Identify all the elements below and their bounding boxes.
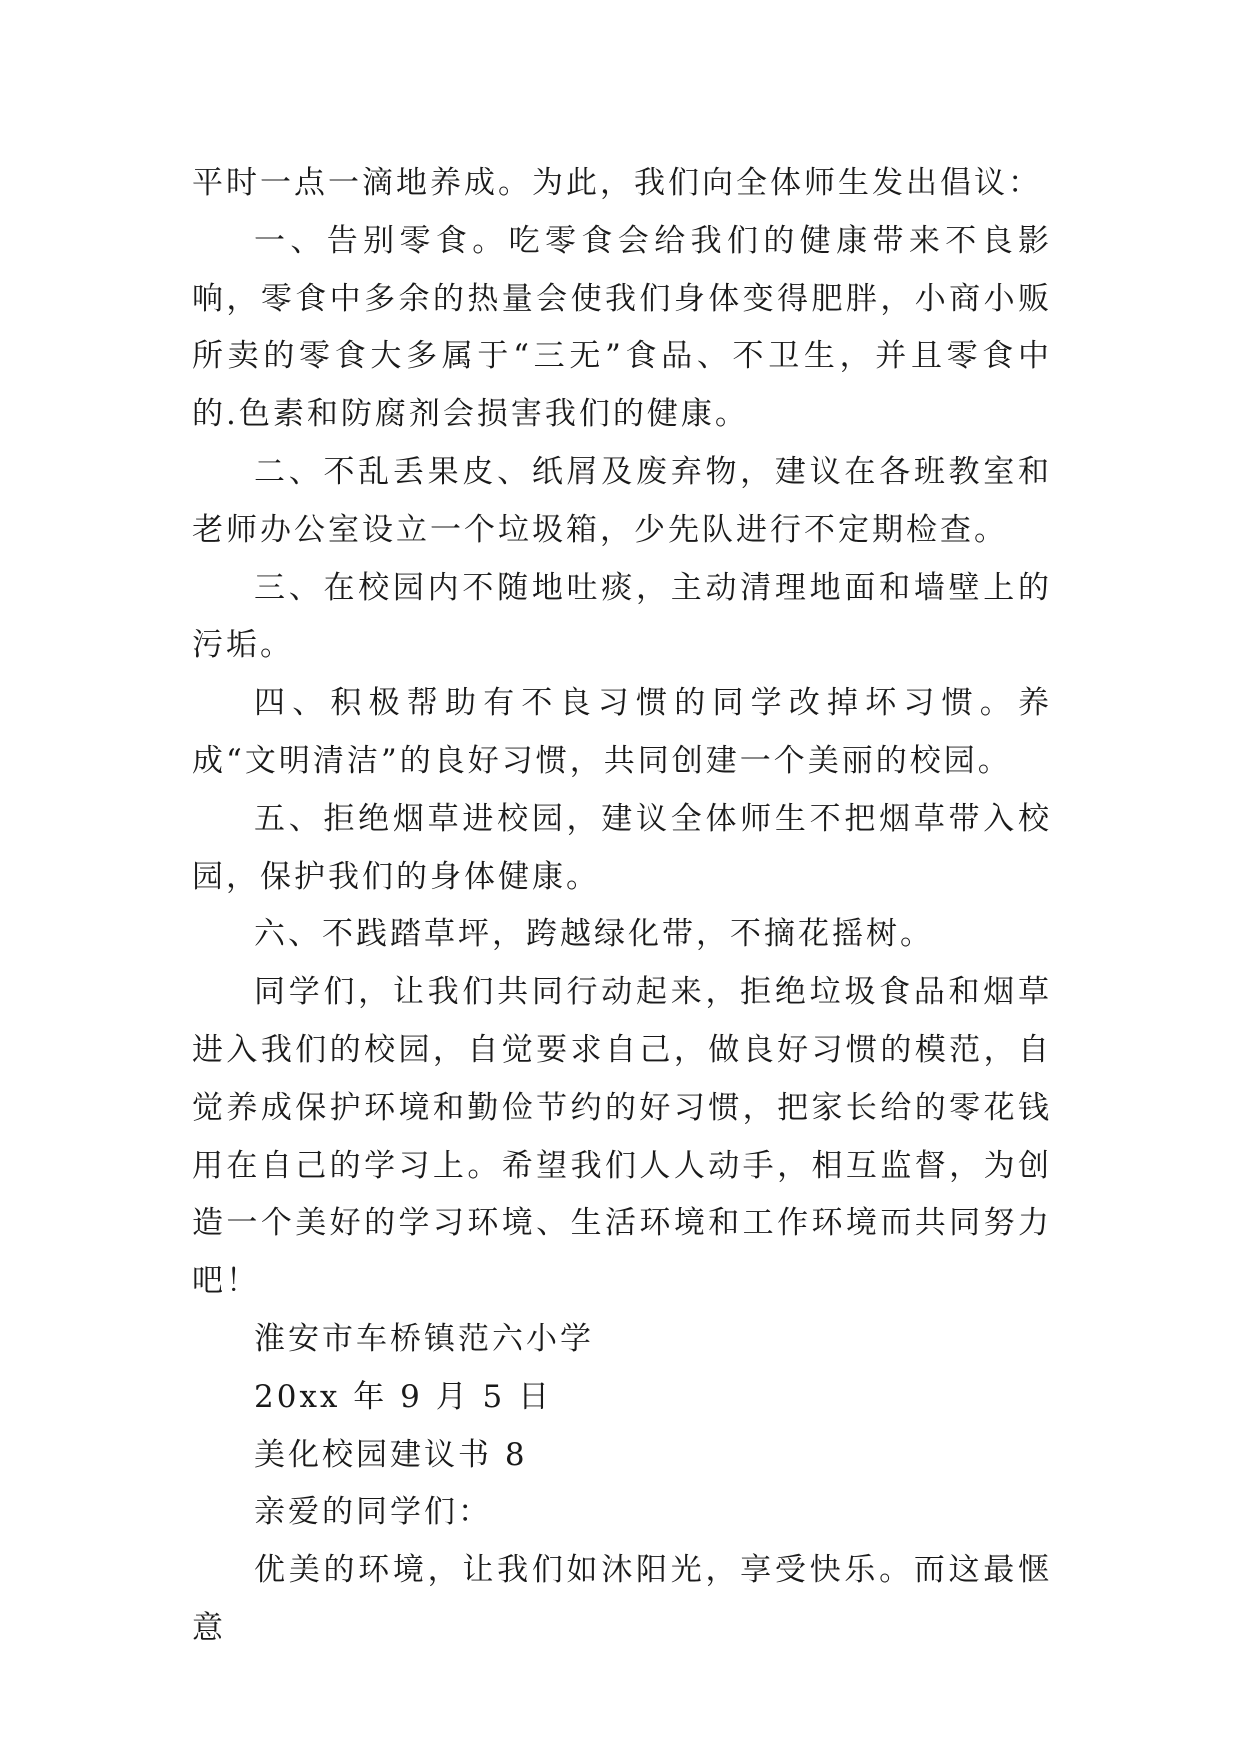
salutation: 亲爱的同学们： [254,1494,492,1531]
paragraph-item-5: 五、拒绝烟草进校园，建议全体师生不把烟草带入校园，保护我们的身体健康。 [192,800,1052,895]
document-body [192,155,1052,1658]
paragraph-intro: 平时一点一滴地养成。为此，我们向全体师生发出倡议： [192,165,1042,201]
signature-school: 淮安市车桥镇范六小学 [254,1320,594,1357]
paragraph-item-1: 一、告别零食。吃零食会给我们的健康带来不良影响，零食中多余的热量会使我们身体变得肥胖，小商小贩所卖的零食大多属于“三无”食品、不卫生，并且零食中的.色素和防腐剂会损害我们的健康。 [192,222,1052,433]
paragraph-item-6: 六、不践踏草坪，跨越绿化带，不摘花摇树。 [254,916,934,953]
paragraph-item-4: 四、积极帮助有不良习惯的同学改掉坏习惯。养成“文明清洁”的良好习惯，共同创建一个美丽的校园。 [192,685,1052,779]
paragraph-item-2: 二、不乱丢果皮、纸屑及废弃物，建议在各班教室和老师办公室设立一个垃圾箱，少先队进行不定期检查。 [192,453,1052,548]
signature-date: 20xx 年 9 月 5 日 [254,1378,553,1415]
section-heading: 美化校园建议书 8 [254,1436,528,1473]
paragraph-item-3: 三、在校园内不随地吐痰，主动清理地面和墙壁上的污垢。 [192,569,1052,664]
paragraph-opening: 优美的环境，让我们如沐阳光，享受快乐。而这最惬意 [192,1552,1052,1646]
paragraph-closing: 同学们，让我们共同行动起来，拒绝垃圾食品和烟草进入我们的校园，自觉要求自己，做良好习惯的模范，自觉养成保护环境和勤俭节约的好习惯，把家长给的零花钱用在自己的学习上。希望我们人人动手，相互监督，为创造一个美好的学习环境、生活环境和工作环境而共同努力吧！ [192,974,1052,1300]
